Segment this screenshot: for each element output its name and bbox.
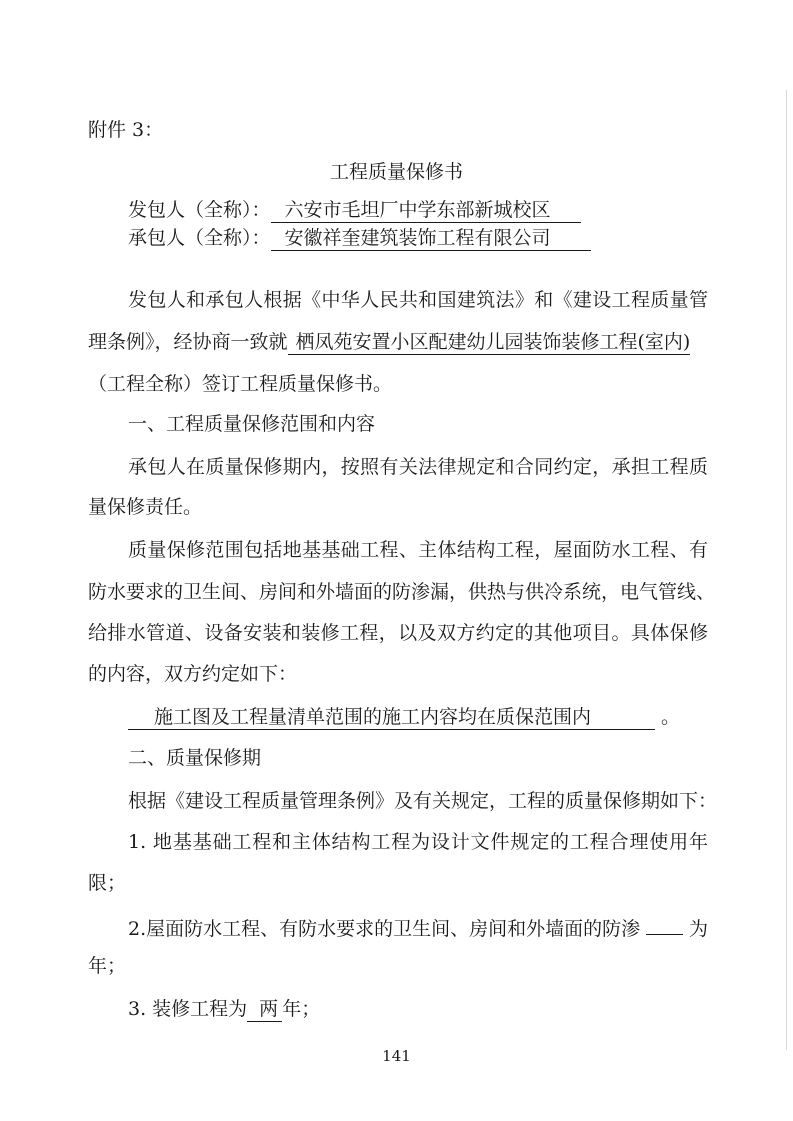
- project-name: 栖凤苑安置小区配建幼儿园装饰装修工程(室内): [288, 331, 691, 355]
- item-3-prefix: 3. 装修工程为: [128, 998, 248, 1020]
- employer-name: 六安市毛坦厂中学东部新城校区: [271, 199, 581, 223]
- section-2-heading: 二、质量保修期: [128, 747, 262, 769]
- section-1-para-1-line-2: 量保修责任。: [88, 496, 203, 518]
- intro-line-2: [88, 330, 708, 354]
- item-2-text: 2.屋面防水工程、有防水要求的卫生间、房间和外墙面的防渗: [128, 918, 641, 940]
- section-1-para-1-line-1: 承包人在质量保修期内，按照有关法律规定和合同约定，承担工程质: [128, 456, 708, 478]
- agreed-content-end: 。: [661, 706, 681, 728]
- item-3-line: [128, 997, 748, 1021]
- section-1-para-2-line-2: 防水要求的卫生间、房间和外墙面的防渗漏，供热与供冷系统，电气管线、: [88, 581, 716, 603]
- agreed-content-line: [128, 705, 748, 729]
- section-1-heading: 一、工程质量保修范围和内容: [128, 413, 376, 435]
- item-2-blank: [646, 914, 683, 935]
- item-1-line-1: 1. 地基基础工程和主体结构工程为设计文件规定的工程合理使用年: [128, 831, 708, 853]
- document-title: 工程质量保修书: [329, 161, 463, 183]
- item-2-suffix: 为: [688, 918, 708, 940]
- contractor-line: [128, 226, 748, 250]
- item-3-value: 两: [247, 998, 282, 1022]
- contractor-name: 安徽祥奎建筑装饰工程有限公司: [271, 227, 591, 251]
- item-1-line-2: 限；: [88, 872, 127, 894]
- page-number: 141: [382, 1047, 411, 1065]
- contractor-label: 承包人（全称）：: [128, 227, 271, 249]
- item-3-suffix: 年；: [282, 998, 321, 1020]
- intro-line-3: （工程全称）签订工程质量保修书。: [88, 373, 393, 395]
- section-1-para-2-line-1: 质量保修范围包括地基基础工程、主体结构工程，屋面防水工程、有: [128, 539, 708, 561]
- employer-label: 发包人（全称）：: [128, 199, 271, 221]
- section-1-para-2-line-3: 给排水管道、设备安装和装修工程，以及双方约定的其他项目。具体保修: [88, 622, 708, 644]
- item-2-line-1: [128, 914, 708, 941]
- intro-line-1: 发包人和承包人根据《中华人民共和国建筑法》和《建设工程质量管: [128, 289, 708, 311]
- section-1-para-2-line-4: 的内容，双方约定如下：: [88, 663, 298, 685]
- employer-line: [128, 198, 748, 222]
- section-2-intro: 根据《建设工程质量管理条例》及有关规定，工程的质量保修期如下：: [128, 790, 718, 812]
- agreed-content: 施工图及工程量清单范围的施工内容均在质保范围内: [128, 706, 655, 730]
- item-2-line-2: 年；: [88, 955, 127, 977]
- intro-prefix: 理条例》，经协商一致就: [88, 331, 288, 353]
- scan-edge-line: [786, 90, 787, 1050]
- attachment-label: 附件 3：: [88, 119, 164, 141]
